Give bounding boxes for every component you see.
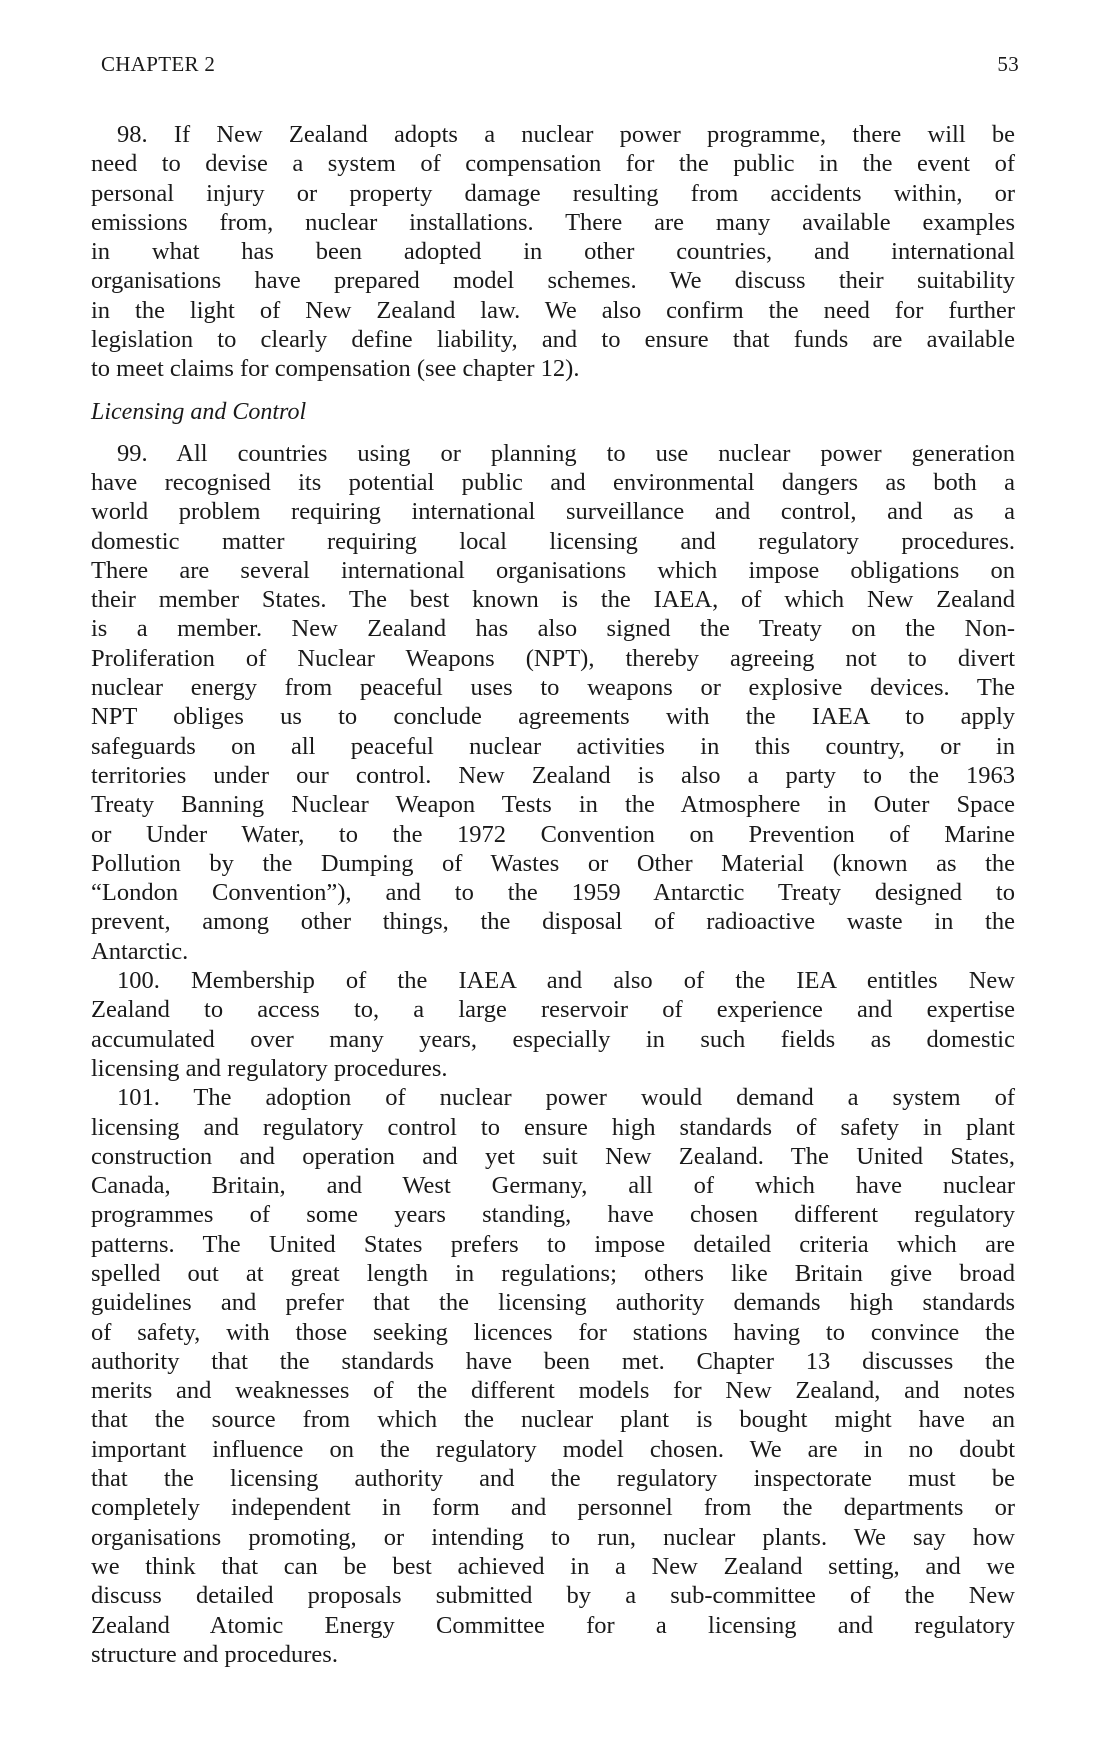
running-header: [101, 52, 1019, 82]
text-line: in the light of New Zealand law. We also confirm the need for further: [91, 296, 1015, 324]
text-line: programmes of some years standing, have chosen different regulatory: [91, 1201, 1015, 1229]
section-heading: Licensing and Control: [91, 398, 307, 425]
text-line: important influence on the regulatory model chosen. We are in no doubt: [91, 1435, 1015, 1463]
text-line: organisations promoting, or intending to run, nuclear plants. We say how: [91, 1523, 1015, 1551]
text-line: need to devise a system of compensation for the public in the event of: [91, 150, 1015, 178]
text-line: 100. Membership of the IAEA and also of the IEA entitles New: [117, 967, 1015, 995]
text-line: 101. The adoption of nuclear power would demand a system of: [117, 1084, 1015, 1112]
text-line: in what has been adopted in other countries, and international: [91, 238, 1015, 266]
text-line: is a member. New Zealand has also signed the Treaty on the Non-: [91, 615, 1015, 643]
paragraph-99: [91, 439, 1015, 966]
text-line: of safety, with those seeking licences for stations having to convince the: [91, 1318, 1015, 1346]
text-line: Proliferation of Nuclear Weapons (NPT), thereby agreeing not to divert: [91, 644, 1015, 672]
text-line: or Under Water, to the 1972 Convention on Prevention of Marine: [91, 820, 1015, 848]
text-line: authority that the standards have been met. Chapter 13 discusses the: [91, 1347, 1015, 1375]
text-line: Pollution by the Dumping of Wastes or Other Material (known as the: [91, 849, 1015, 877]
text-line: world problem requiring international surveillance and control, and as a: [91, 498, 1015, 526]
text-line: discuss detailed proposals submitted by a sub-committee of the New: [91, 1582, 1015, 1610]
text-line: structure and procedures.: [91, 1640, 338, 1668]
text-line: Canada, Britain, and West Germany, all of which have nuclear: [91, 1172, 1015, 1200]
text-line: guidelines and prefer that the licensing authority demands high standards: [91, 1289, 1015, 1317]
text-line: domestic matter requiring local licensing and regulatory procedures.: [91, 527, 1015, 555]
text-line: licensing and regulatory procedures.: [91, 1054, 448, 1082]
text-line: Treaty Banning Nuclear Weapon Tests in the Atmosphere in Outer Space: [91, 791, 1015, 819]
text-line: safeguards on all peaceful nuclear activities in this country, or in: [91, 732, 1015, 760]
text-line: Antarctic.: [91, 937, 189, 965]
text-line: to meet claims for compensation (see chapter 12).: [91, 355, 580, 383]
paragraph-98: [91, 120, 1015, 384]
text-line: “London Convention”), and to the 1959 Antarctic Treaty designed to: [91, 879, 1015, 907]
text-line: NPT obliges us to conclude agreements with the IAEA to apply: [91, 703, 1015, 731]
text-line: we think that can be best achieved in a New Zealand setting, and we: [91, 1552, 1015, 1580]
text-line: completely independent in form and personnel from the departments or: [91, 1494, 1015, 1522]
text-line: licensing and regulatory control to ensure high standards of safety in plant: [91, 1113, 1015, 1141]
text-line: There are several international organisations which impose obligations on: [91, 556, 1015, 584]
text-line: Zealand Atomic Energy Committee for a licensing and regulatory: [91, 1611, 1015, 1639]
text-line: that the licensing authority and the regulatory inspectorate must be: [91, 1465, 1015, 1493]
text-line: their member States. The best known is the IAEA, of which New Zealand: [91, 586, 1015, 614]
body-text: [91, 120, 1015, 1669]
chapter-label: CHAPTER 2: [101, 52, 216, 76]
paragraph-101: [91, 1083, 1015, 1669]
text-line: prevent, among other things, the disposal of radioactive waste in the: [91, 908, 1015, 936]
text-line: territories under our control. New Zealand is also a party to the 1963: [91, 761, 1015, 789]
text-line: 99. All countries using or planning to use nuclear power generation: [117, 439, 1015, 467]
text-line: spelled out at great length in regulations; others like Britain give broad: [91, 1259, 1015, 1287]
text-line: organisations have prepared model schemes. We discuss their suitability: [91, 267, 1015, 295]
text-line: patterns. The United States prefers to impose detailed criteria which are: [91, 1230, 1015, 1258]
text-line: legislation to clearly define liability, and to ensure that funds are available: [91, 326, 1015, 354]
text-line: construction and operation and yet suit New Zealand. The United States,: [91, 1142, 1015, 1170]
text-line: emissions from, nuclear installations. There are many available examples: [91, 208, 1015, 236]
text-line: personal injury or property damage resulting from accidents within, or: [91, 179, 1015, 207]
text-line: Zealand to access to, a large reservoir of experience and expertise: [91, 996, 1015, 1024]
text-line: 98. If New Zealand adopts a nuclear power programme, there will be: [117, 121, 1015, 148]
text-line: have recognised its potential public and environmental dangers as both a: [91, 468, 1015, 496]
text-line: accumulated over many years, especially in such fields as domestic: [91, 1025, 1015, 1053]
text-line: that the source from which the nuclear plant is bought might have an: [91, 1406, 1015, 1434]
paragraph-100: [91, 966, 1015, 1083]
text-line: merits and weaknesses of the different models for New Zealand, and notes: [91, 1377, 1015, 1405]
text-line: nuclear energy from peaceful uses to weapons or explosive devices. The: [91, 674, 1015, 702]
page-number: 53: [997, 52, 1019, 76]
